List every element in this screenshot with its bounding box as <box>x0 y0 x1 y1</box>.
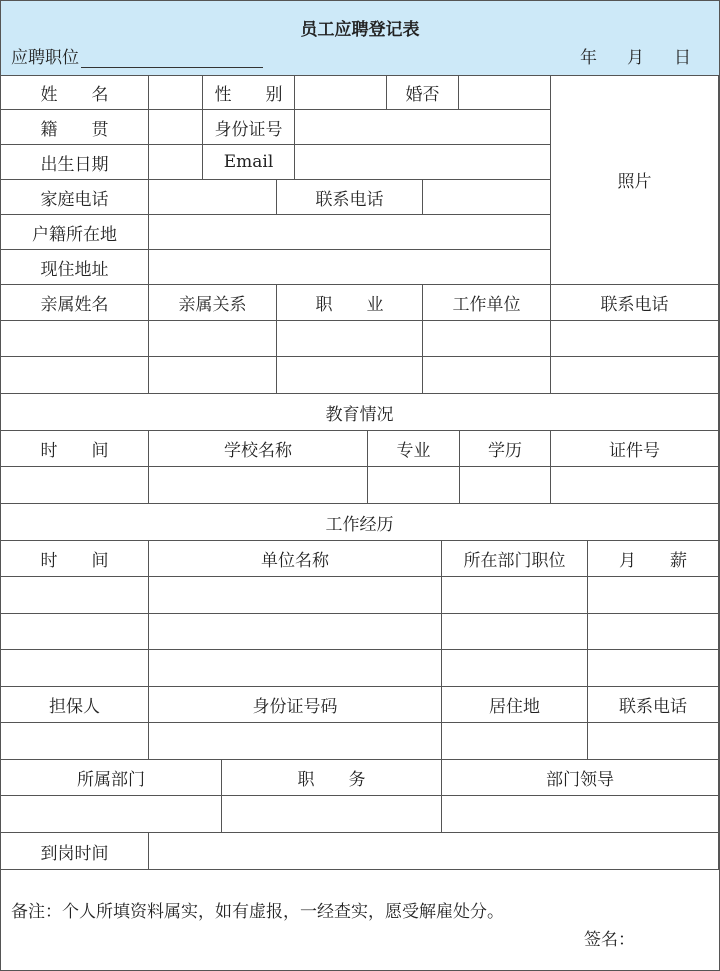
relative-relation-header: 亲属关系 <box>149 285 277 321</box>
work-cell[interactable] <box>588 577 719 614</box>
relative-cell[interactable] <box>149 357 277 394</box>
relative-name-header: 亲属姓名 <box>1 285 149 321</box>
work-cell[interactable] <box>149 650 442 687</box>
education-cell[interactable] <box>460 467 551 504</box>
id-card-label: 身份证号 <box>203 110 295 145</box>
form-title: 员工应聘登记表 <box>300 20 420 40</box>
address-input[interactable] <box>149 250 551 285</box>
guarantor-phone-header: 联系电话 <box>588 687 719 723</box>
relative-cell[interactable] <box>1 321 149 357</box>
education-cell[interactable] <box>149 467 368 504</box>
native-place-label: 籍 贯 <box>1 110 149 145</box>
position-label: 应聘职位 <box>11 48 79 68</box>
dept-header: 所属部门 <box>1 760 222 796</box>
edu-time-header: 时 间 <box>1 431 149 467</box>
guarantor-cell[interactable] <box>442 723 588 760</box>
work-company-header: 单位名称 <box>149 541 442 577</box>
dept-post-header: 职 务 <box>222 760 442 796</box>
position-input[interactable] <box>81 51 263 68</box>
guarantor-cell[interactable] <box>149 723 442 760</box>
guarantor-header: 担保人 <box>1 687 149 723</box>
household-label: 户籍所在地 <box>1 215 149 250</box>
form-header <box>1 1 719 76</box>
guarantor-residence-header: 居住地 <box>442 687 588 723</box>
guarantor-id-header: 身份证号码 <box>149 687 442 723</box>
work-dept-post-header: 所在部门职位 <box>442 541 588 577</box>
home-phone-input[interactable] <box>149 180 277 215</box>
relative-workplace-header: 工作单位 <box>423 285 551 321</box>
relative-cell[interactable] <box>1 357 149 394</box>
work-cell[interactable] <box>1 577 149 614</box>
year-label: 年 <box>580 48 597 68</box>
relative-cell[interactable] <box>423 357 551 394</box>
name-input[interactable] <box>149 75 203 110</box>
remarks-note: 备注：个人所填资料属实，如有虚报，一经查实，愿受解雇处分。 <box>11 902 504 922</box>
dept-cell[interactable] <box>1 796 222 833</box>
relative-cell[interactable] <box>149 321 277 357</box>
date-field <box>550 43 691 68</box>
relative-phone-header: 联系电话 <box>551 285 719 321</box>
address-label: 现住地址 <box>1 250 149 285</box>
work-salary-header: 月 薪 <box>588 541 719 577</box>
work-section-title: 工作经历 <box>1 504 719 541</box>
work-cell[interactable] <box>442 650 588 687</box>
relative-cell[interactable] <box>277 321 423 357</box>
day-label: 日 <box>674 48 691 68</box>
education-cell[interactable] <box>551 467 719 504</box>
email-input[interactable] <box>295 145 551 180</box>
work-time-header: 时 间 <box>1 541 149 577</box>
arrival-label: 到岗时间 <box>1 833 149 870</box>
marital-label: 婚否 <box>387 75 459 110</box>
education-cell[interactable] <box>1 467 149 504</box>
work-cell[interactable] <box>442 577 588 614</box>
work-cell[interactable] <box>588 650 719 687</box>
guarantor-cell[interactable] <box>1 723 149 760</box>
work-cell[interactable] <box>149 614 442 650</box>
relative-cell[interactable] <box>277 357 423 394</box>
relative-cell[interactable] <box>423 321 551 357</box>
email-label: Email <box>203 145 295 180</box>
home-phone-label: 家庭电话 <box>1 180 149 215</box>
id-card-input[interactable] <box>295 110 551 145</box>
native-place-input[interactable] <box>149 110 203 145</box>
marital-input[interactable] <box>459 75 551 110</box>
contact-phone-label: 联系电话 <box>277 180 423 215</box>
birth-label: 出生日期 <box>1 145 149 180</box>
edu-degree-header: 学历 <box>460 431 551 467</box>
dept-cell[interactable] <box>442 796 719 833</box>
signature-label[interactable]: 签名： <box>584 930 635 950</box>
work-cell[interactable] <box>588 614 719 650</box>
work-cell[interactable] <box>442 614 588 650</box>
name-label: 姓 名 <box>1 75 149 110</box>
edu-school-header: 学校名称 <box>149 431 368 467</box>
household-input[interactable] <box>149 215 551 250</box>
arrival-input[interactable] <box>149 833 719 870</box>
guarantor-cell[interactable] <box>588 723 719 760</box>
applied-position <box>11 43 263 68</box>
relative-cell[interactable] <box>551 321 719 357</box>
relative-occupation-header: 职 业 <box>277 285 423 321</box>
work-cell[interactable] <box>149 577 442 614</box>
education-cell[interactable] <box>368 467 460 504</box>
work-cell[interactable] <box>1 614 149 650</box>
edu-major-header: 专业 <box>368 431 460 467</box>
edu-cert-header: 证件号 <box>551 431 719 467</box>
gender-input[interactable] <box>295 75 387 110</box>
birth-input[interactable] <box>149 145 203 180</box>
photo-box[interactable]: 照片 <box>551 75 719 285</box>
education-section-title: 教育情况 <box>1 394 719 431</box>
relative-cell[interactable] <box>551 357 719 394</box>
work-cell[interactable] <box>1 650 149 687</box>
contact-phone-input[interactable] <box>423 180 551 215</box>
month-label: 月 <box>627 48 644 68</box>
gender-label: 性 别 <box>203 75 295 110</box>
dept-cell[interactable] <box>222 796 442 833</box>
dept-leader-header: 部门领导 <box>442 760 719 796</box>
